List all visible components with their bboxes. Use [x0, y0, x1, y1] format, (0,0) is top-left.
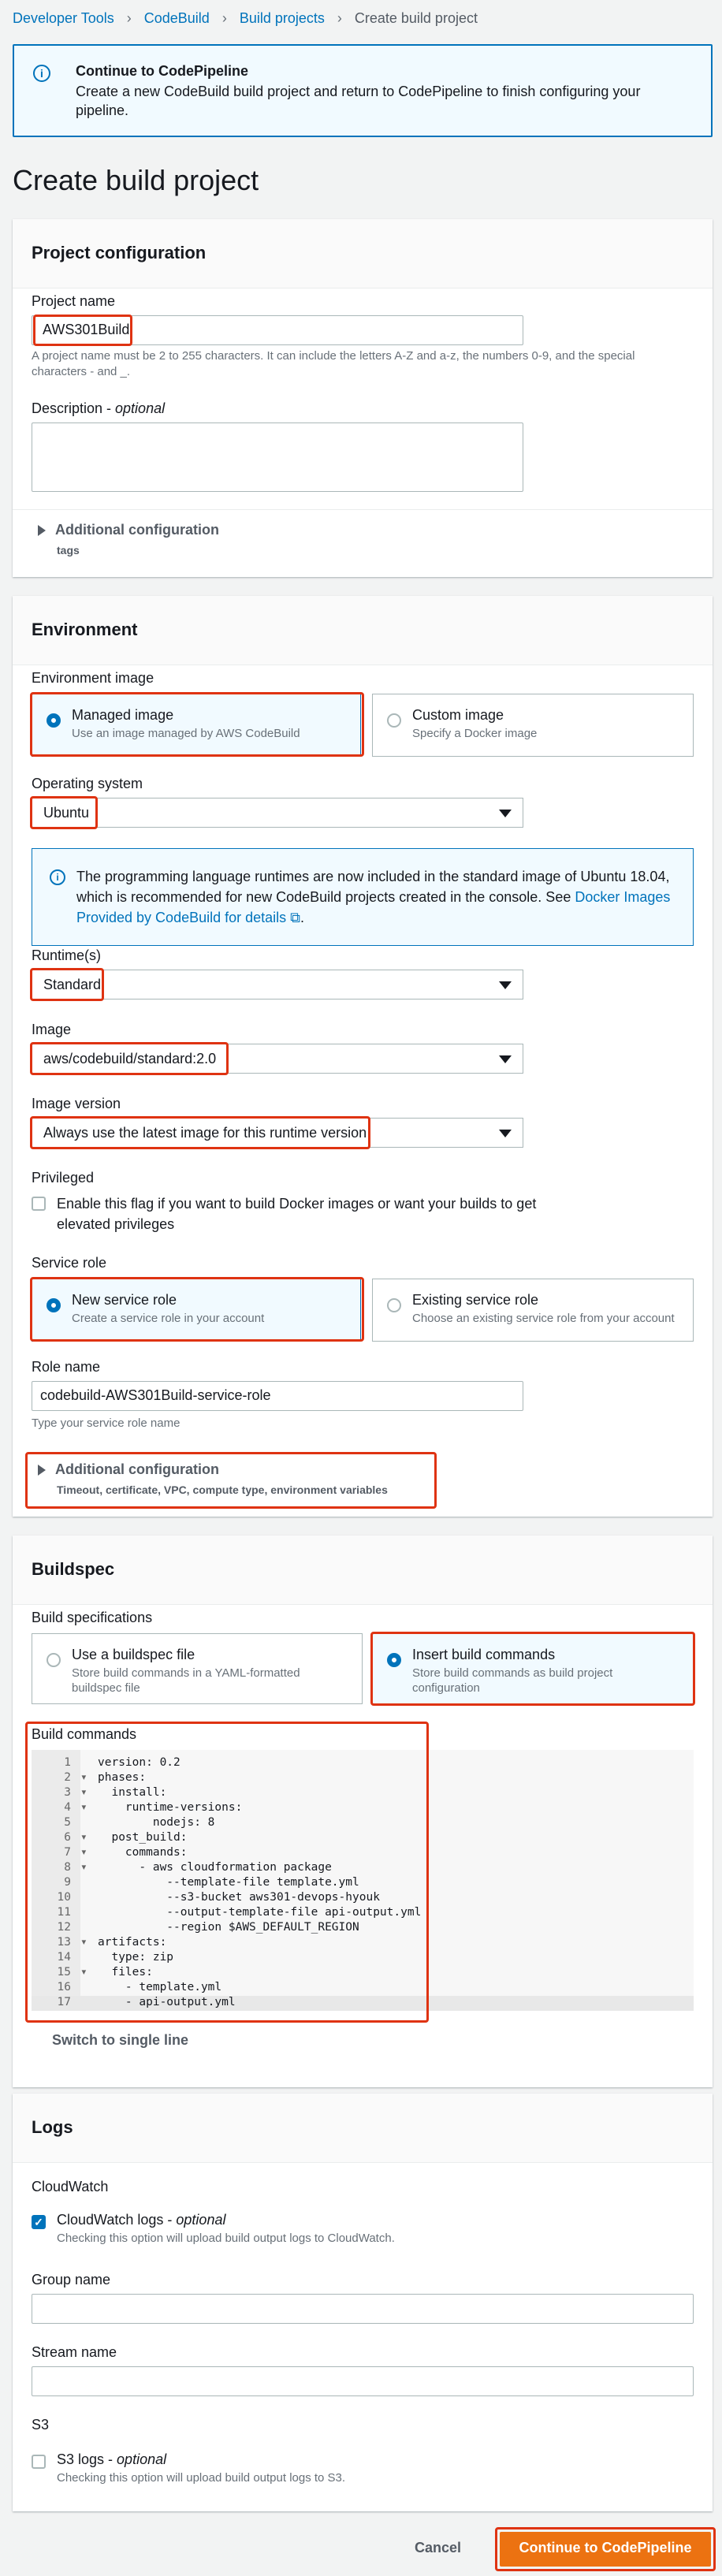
select-value: aws/codebuild/standard:2.0	[43, 1051, 217, 1067]
code-text: artifacts:	[98, 1936, 167, 1949]
highlight-box	[25, 1722, 429, 2023]
select-value: Ubuntu	[43, 805, 90, 821]
fold-arrow-icon: ▾	[80, 1771, 87, 1784]
option-title: Managed image	[72, 707, 174, 723]
description-textarea[interactable]	[32, 423, 523, 492]
stream-name-label: Stream name	[32, 2344, 117, 2360]
line-number: 4	[64, 1801, 71, 1814]
line-number: 10	[57, 1891, 71, 1904]
panel-title: Project configuration	[32, 243, 207, 262]
code-text: - aws cloudformation package	[98, 1861, 332, 1874]
line-number: 16	[57, 1981, 71, 1993]
info-icon: i	[50, 869, 65, 885]
runtimes-select[interactable]	[32, 970, 523, 1000]
fold-arrow-icon: ▾	[80, 1786, 87, 1799]
select-value: Standard	[43, 977, 102, 992]
code-text: nodejs: 8	[98, 1816, 215, 1829]
stream-name-input[interactable]	[32, 2366, 694, 2396]
breadcrumb-developer-tools[interactable]: Developer Tools	[13, 9, 114, 26]
fold-arrow-icon: ▾	[80, 1801, 87, 1814]
flash-description: Create a new CodeBuild build project and return to CodePipeline to finish configuring your pipeline.	[76, 84, 641, 118]
panel-header	[13, 2094, 713, 2163]
logs-panel	[13, 2094, 713, 2511]
highlight-box	[370, 1632, 695, 1706]
cloudwatch-label: CloudWatch	[32, 2179, 109, 2194]
runtime-info-alert	[32, 848, 694, 946]
code-text: phases:	[98, 1771, 147, 1784]
option-sub: Choose an existing service role from your account	[412, 1312, 675, 1325]
build-specifications-label: Build specifications	[32, 1610, 153, 1625]
line-number: 6	[64, 1831, 71, 1844]
external-link-icon: ⧉	[290, 910, 301, 925]
line-number: 17	[57, 1996, 71, 2008]
breadcrumb	[13, 6, 478, 30]
cloudwatch-logs-checkbox[interactable]: ✓	[32, 2215, 46, 2229]
group-name-label: Group name	[32, 2272, 111, 2288]
panel-header	[13, 1536, 713, 1605]
role-name-input[interactable]: codebuild-AWS301Build-service-role	[32, 1381, 523, 1411]
project-name-label: Project name	[32, 293, 116, 309]
line-number: 11	[57, 1906, 71, 1919]
option-title: New service role	[72, 1292, 177, 1308]
buildspec-panel	[13, 1536, 713, 2087]
line-number: 15	[57, 1966, 71, 1979]
fold-arrow-icon: ▾	[80, 1846, 87, 1859]
privileged-checkbox[interactable]	[32, 1197, 46, 1211]
chevron-right-icon: ›	[221, 9, 227, 26]
breadcrumb-codebuild[interactable]: CodeBuild	[143, 9, 210, 26]
s3-logs-hint: Checking this option will upload build output logs to S3.	[57, 2471, 346, 2485]
privileged-label: Privileged	[32, 1170, 95, 1186]
highlight-box	[25, 1452, 437, 1509]
operating-system-select[interactable]	[32, 798, 523, 828]
option-sub: Store build commands in a YAML-formatted buildspec file	[72, 1666, 300, 1695]
highlight-box	[30, 796, 98, 829]
project-name-hint: A project name must be 2 to 255 characters. It can include the letters A-Z and a-z, the numbers 0-9, and the special characters - and _.	[32, 349, 635, 378]
s3-label: S3	[32, 2417, 50, 2433]
role-name-hint: Type your service role name	[32, 1416, 180, 1430]
breadcrumb-current: Create build project	[354, 9, 478, 26]
highlight-box	[30, 692, 364, 757]
caret-down-icon	[499, 1130, 512, 1137]
docker-images-link[interactable]: Docker Images Provided by CodeBuild for details	[76, 889, 671, 925]
code-text: --output-template-file api-output.yml	[98, 1906, 422, 1919]
line-number: 5	[64, 1816, 71, 1829]
fold-arrow-icon: ▾	[80, 1861, 87, 1874]
cloudwatch-logs-hint: Checking this option will upload build output logs to CloudWatch.	[57, 2232, 395, 2245]
page-title: Create build project	[13, 164, 259, 196]
info-text: The programming language runtimes are now included in the standard image of Ubuntu 18.04, which is recommended for new CodeBuild projects created in the console. See Docker Images Provided by CodeBuild for details ⧉.	[76, 869, 671, 925]
fold-arrow-icon: ▾	[80, 1831, 87, 1844]
radio-unselected[interactable]	[47, 1653, 61, 1667]
cloudwatch-logs-title: CloudWatch logs - optional	[57, 2212, 226, 2228]
additional-configuration-sub: tags	[57, 544, 80, 557]
option-sub: Store build commands as build project configuration	[412, 1666, 613, 1695]
highlight-box	[30, 1042, 229, 1075]
highlight-box	[30, 968, 104, 1001]
s3-logs-title: S3 logs - optional	[57, 2451, 167, 2467]
flash-title: Continue to CodePipeline	[76, 63, 248, 79]
group-name-input[interactable]	[32, 2294, 694, 2324]
caret-down-icon	[499, 810, 512, 817]
info-icon: i	[33, 65, 50, 82]
code-text: - api-output.yml	[98, 1996, 236, 2008]
code-text: commands:	[98, 1846, 188, 1859]
code-text: type: zip	[98, 1951, 174, 1964]
role-name-label: Role name	[32, 1359, 101, 1375]
caret-right-icon	[38, 525, 46, 536]
runtimes-label: Runtime(s)	[32, 947, 102, 963]
highlight-box	[30, 1116, 370, 1149]
caret-down-icon	[499, 981, 512, 989]
additional-configuration-toggle[interactable]: Additional configuration	[38, 522, 219, 538]
cancel-button[interactable]: Cancel	[415, 2540, 462, 2556]
operating-system-label: Operating system	[32, 776, 143, 791]
line-number: 9	[64, 1876, 71, 1889]
existing-service-role-option[interactable]	[372, 1279, 694, 1342]
line-number: 3	[64, 1786, 71, 1799]
fold-arrow-icon: ▾	[80, 1966, 87, 1979]
code-text: files:	[98, 1966, 153, 1979]
env-additional-configuration-sub: Timeout, certificate, VPC, compute type, environment variables	[57, 1483, 388, 1496]
panel-header	[13, 596, 713, 665]
code-text: - template.yml	[98, 1981, 222, 1993]
highlight-box	[495, 2527, 716, 2571]
option-title: Insert build commands	[412, 1647, 556, 1662]
env-additional-configuration-toggle[interactable]: Additional configuration	[38, 1461, 219, 1478]
code-text: --region $AWS_DEFAULT_REGION	[98, 1921, 359, 1934]
s3-logs-checkbox[interactable]	[32, 2455, 46, 2469]
code-text: runtime-versions:	[98, 1801, 243, 1814]
line-number: 13	[57, 1936, 71, 1949]
panel-header	[13, 219, 713, 288]
option-sub: Create a service role in your account	[72, 1312, 265, 1325]
line-number: 7	[64, 1846, 71, 1859]
breadcrumb-build-projects[interactable]: Build projects	[239, 9, 325, 26]
caret-down-icon	[499, 1055, 512, 1063]
option-title: Custom image	[412, 707, 504, 723]
switch-to-single-line-button[interactable]: Switch to single line	[52, 2032, 189, 2048]
custom-image-option[interactable]	[372, 694, 694, 757]
code-text: --template-file template.yml	[98, 1876, 359, 1889]
image-version-label: Image version	[32, 1096, 121, 1111]
code-text: install:	[98, 1786, 167, 1799]
service-role-label: Service role	[32, 1255, 107, 1271]
option-sub: Specify a Docker image	[412, 727, 538, 740]
highlight-box	[30, 1277, 364, 1342]
line-number: 14	[57, 1951, 71, 1964]
panel-title: Buildspec	[32, 1559, 115, 1579]
privileged-text: Enable this flag if you want to build Docker images or want your builds to get elevated privileges	[57, 1196, 537, 1232]
chevron-right-icon: ›	[337, 9, 342, 26]
environment-image-label: Environment image	[32, 670, 154, 686]
fold-arrow-icon: ▾	[80, 1936, 87, 1949]
radio-unselected[interactable]	[387, 1298, 401, 1312]
build-commands-label: Build commands	[32, 1726, 137, 1742]
description-label: Description - optional	[32, 400, 166, 416]
line-number: 8	[64, 1861, 71, 1874]
info-flashbar	[13, 44, 713, 137]
project-configuration-panel	[13, 219, 713, 577]
caret-right-icon	[38, 1465, 46, 1476]
chevron-right-icon: ›	[126, 9, 132, 26]
image-label: Image	[32, 1022, 72, 1037]
radio-unselected[interactable]	[387, 713, 401, 728]
code-text: post_build:	[98, 1831, 188, 1844]
line-number: 12	[57, 1921, 71, 1934]
divider	[13, 509, 713, 510]
line-number: 1	[64, 1756, 71, 1769]
use-buildspec-file-option[interactable]	[32, 1633, 363, 1704]
continue-to-codepipeline-button[interactable]: Continue to CodePipeline	[500, 2532, 711, 2567]
code-text: --s3-bucket aws301-devops-hyouk	[98, 1891, 380, 1904]
option-sub: Use an image managed by AWS CodeBuild	[72, 727, 300, 740]
line-number: 2	[64, 1771, 71, 1784]
option-title: Existing service role	[412, 1292, 539, 1308]
select-value: Always use the latest image for this runtime version	[43, 1125, 367, 1141]
option-title: Use a buildspec file	[72, 1647, 195, 1662]
panel-title: Environment	[32, 620, 138, 639]
environment-panel	[13, 596, 713, 1517]
project-name-value: AWS301Build	[43, 322, 130, 337]
code-text: version: 0.2	[98, 1756, 180, 1769]
panel-title: Logs	[32, 2117, 73, 2137]
